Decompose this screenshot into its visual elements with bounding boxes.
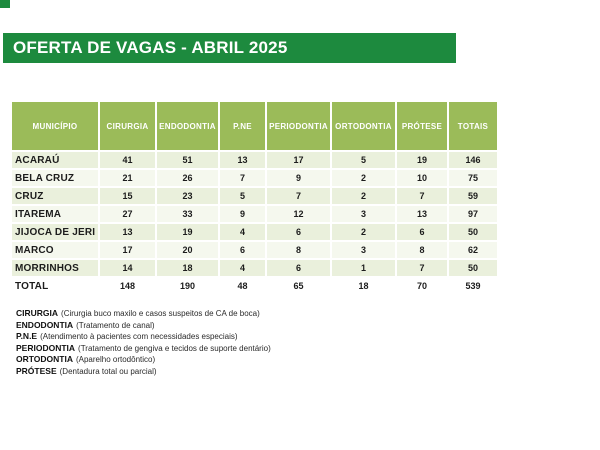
- value-cell: 5: [331, 151, 396, 169]
- value-cell: 26: [156, 169, 219, 187]
- value-cell: 17: [99, 241, 156, 259]
- value-cell: 5: [219, 187, 266, 205]
- footnote-line: [16, 366, 436, 378]
- value-cell: 51: [156, 151, 219, 169]
- municipality-cell: CRUZ: [11, 187, 99, 205]
- table-header-cell: PERIODONTIA: [266, 101, 331, 151]
- value-cell: 17: [266, 151, 331, 169]
- value-cell: 21: [99, 169, 156, 187]
- value-cell: 3: [331, 205, 396, 223]
- value-cell: 1: [331, 259, 396, 277]
- municipality-cell: MORRINHOS: [11, 259, 99, 277]
- table-header-cell: CIRURGIA: [99, 101, 156, 151]
- value-cell: 190: [156, 277, 219, 295]
- value-cell: 23: [156, 187, 219, 205]
- table-header-cell: P.NE: [219, 101, 266, 151]
- value-cell: 539: [448, 277, 498, 295]
- value-cell: 50: [448, 223, 498, 241]
- footnote-desc: (Cirurgia buco maxilo e casos suspeitos de CA de boca): [61, 309, 260, 318]
- value-cell: 65: [266, 277, 331, 295]
- value-cell: 4: [219, 259, 266, 277]
- value-cell: 7: [396, 187, 448, 205]
- table-head: [11, 101, 498, 151]
- table-row: [11, 241, 498, 259]
- footnote-term: PRÓTESE: [16, 365, 57, 376]
- table-row: [11, 187, 498, 205]
- footnote-term: CIRURGIA: [16, 308, 59, 318]
- table-header-cell: MUNICÍPIO: [11, 101, 99, 151]
- table-header-cell: ENDODONTIA: [156, 101, 219, 151]
- value-cell: 8: [266, 241, 331, 259]
- footnote-desc: (Tratamento de gengiva e tecidos de suporte dentário): [78, 343, 271, 353]
- value-cell: 97: [448, 205, 498, 223]
- value-cell: 70: [396, 277, 448, 295]
- value-cell: 48: [219, 277, 266, 295]
- footnote-line: [16, 320, 436, 332]
- footnote-line: [16, 354, 436, 366]
- footnote-term: ORTODONTIA: [16, 354, 73, 364]
- value-cell: 10: [396, 169, 448, 187]
- table-body: [11, 151, 498, 295]
- page-title: OFERTA DE VAGAS - ABRIL 2025: [13, 38, 288, 57]
- table-row: [11, 223, 498, 241]
- municipality-cell: ACARAÚ: [11, 151, 99, 169]
- table-header-row: [11, 101, 498, 151]
- footnote-desc: (Aparelho ortodôntico): [75, 355, 156, 364]
- value-cell: 33: [156, 205, 219, 223]
- table-row: [11, 205, 498, 223]
- value-cell: 18: [331, 277, 396, 295]
- footnote-term: P.N.E: [16, 331, 38, 341]
- footnote-line: [16, 331, 436, 343]
- footnote-desc: (Atendimento à pacientes com necessidades especiais): [40, 332, 238, 341]
- footnote-desc: (Tratamento de canal): [76, 320, 155, 330]
- footnotes-block: [16, 308, 436, 377]
- value-cell: 148: [99, 277, 156, 295]
- value-cell: 6: [396, 223, 448, 241]
- value-cell: 75: [448, 169, 498, 187]
- vagas-table: [10, 100, 499, 296]
- table-row: [11, 259, 498, 277]
- footnote-line: [16, 308, 436, 320]
- value-cell: 146: [448, 151, 498, 169]
- value-cell: 41: [99, 151, 156, 169]
- municipality-cell: TOTAL: [11, 277, 99, 295]
- footnote-term: ENDODONTIA: [16, 319, 74, 330]
- value-cell: 2: [331, 223, 396, 241]
- footnote-desc: (Dentadura total ou parcial): [59, 366, 157, 376]
- value-cell: 19: [156, 223, 219, 241]
- table-header-cell: PRÓTESE: [396, 101, 448, 151]
- total-row: [11, 277, 498, 295]
- value-cell: 19: [396, 151, 448, 169]
- value-cell: 13: [396, 205, 448, 223]
- value-cell: 62: [448, 241, 498, 259]
- value-cell: 12: [266, 205, 331, 223]
- title-bar: [3, 33, 456, 63]
- value-cell: 8: [396, 241, 448, 259]
- municipality-cell: ITAREMA: [11, 205, 99, 223]
- value-cell: 13: [99, 223, 156, 241]
- value-cell: 6: [219, 241, 266, 259]
- footnote-term: PERIODONTIA: [16, 342, 76, 353]
- value-cell: 4: [219, 223, 266, 241]
- value-cell: 18: [156, 259, 219, 277]
- corner-accent-square: [0, 0, 10, 8]
- value-cell: 27: [99, 205, 156, 223]
- municipality-cell: JIJOCA DE JERI: [11, 223, 99, 241]
- value-cell: 6: [266, 259, 331, 277]
- value-cell: 7: [266, 187, 331, 205]
- value-cell: 7: [396, 259, 448, 277]
- value-cell: 20: [156, 241, 219, 259]
- table-row: [11, 151, 498, 169]
- value-cell: 2: [331, 187, 396, 205]
- municipality-cell: BELA CRUZ: [11, 169, 99, 187]
- value-cell: 2: [331, 169, 396, 187]
- value-cell: 3: [331, 241, 396, 259]
- footnote-line: [16, 343, 436, 355]
- value-cell: 15: [99, 187, 156, 205]
- value-cell: 59: [448, 187, 498, 205]
- value-cell: 6: [266, 223, 331, 241]
- value-cell: 9: [266, 169, 331, 187]
- value-cell: 50: [448, 259, 498, 277]
- value-cell: 9: [219, 205, 266, 223]
- municipality-cell: MARCO: [11, 241, 99, 259]
- value-cell: 7: [219, 169, 266, 187]
- value-cell: 14: [99, 259, 156, 277]
- value-cell: 13: [219, 151, 266, 169]
- table-header-cell: ORTODONTIA: [331, 101, 396, 151]
- table-header-cell: TOTAIS: [448, 101, 498, 151]
- table-row: [11, 169, 498, 187]
